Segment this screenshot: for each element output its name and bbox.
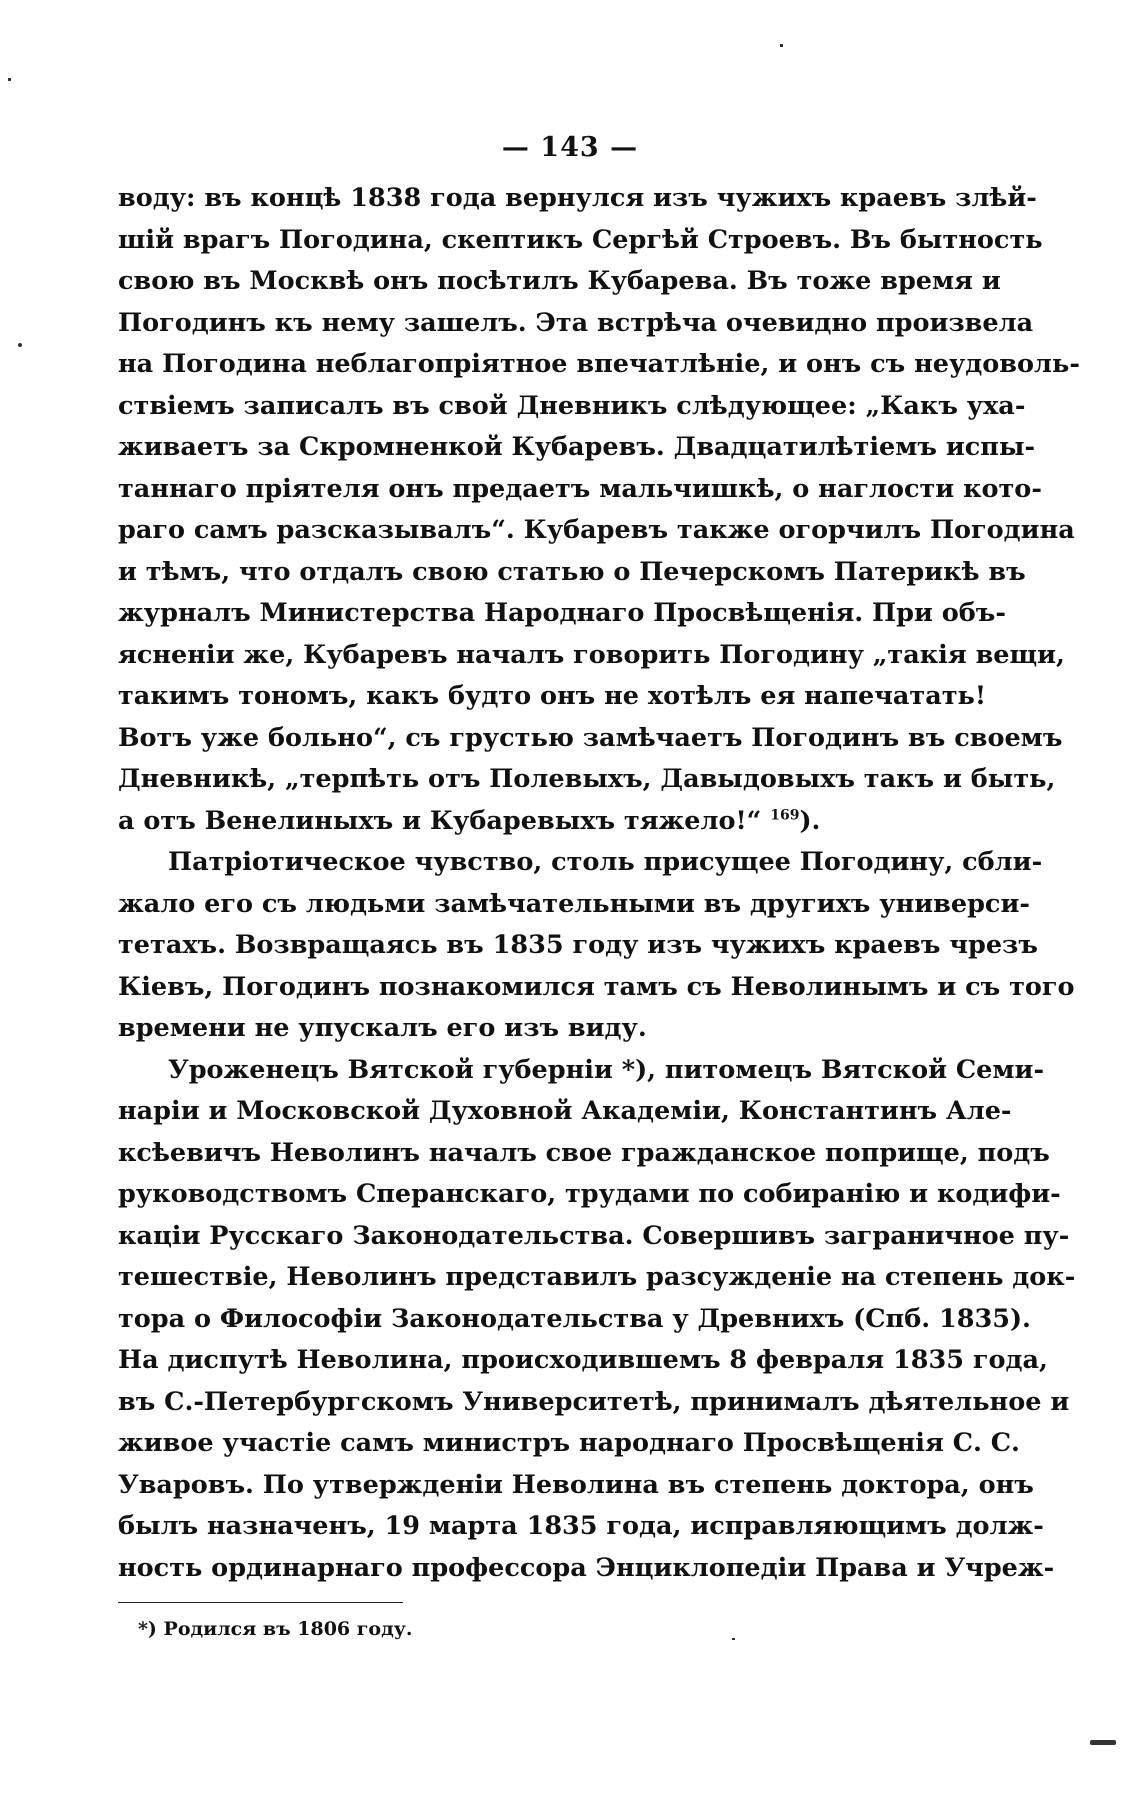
- text-line: Уваровъ. По утвержденіи Неволина въ степень доктора, онъ: [118, 1469, 1034, 1500]
- text-line: свою въ Москвѣ онъ посѣтилъ Кубарева. Въ тоже время и: [118, 266, 1001, 296]
- text-line: журналъ Министерства Народнаго Просвѣщенія. При объ-: [118, 598, 1006, 628]
- text-line: воду: въ концѣ 1838 года вернулся изъ чужихъ краевъ злѣй-: [118, 183, 1037, 213]
- text-line: въ С.-Петербургскомъ Университетѣ, принималъ дѣятельное и: [118, 1386, 1070, 1417]
- text-line: раго самъ разсказывалъ“. Кубаревъ также огорчилъ Погодина: [118, 515, 1075, 545]
- reference-number: 169: [770, 807, 800, 823]
- main-text: [118, 178, 1080, 1589]
- reference-close: ).: [799, 805, 821, 836]
- text-line: Погодинъ къ нему зашелъ. Эта встрѣча очевидно произвела: [118, 307, 1034, 338]
- text-line: тора о Философіи Законодательства у Древнихъ (Спб. 1835).: [118, 1303, 1031, 1334]
- text-line: Вотъ уже больно“, съ грустью замѣчаетъ Погодинъ въ своемъ: [118, 722, 1063, 753]
- text-line: Дневникѣ, „терпѣть отъ Полевыхъ, Давыдовыхъ такъ и быть,: [118, 764, 1056, 794]
- scan-speck: [780, 44, 783, 47]
- text-line: былъ назначенъ, 19 марта 1835 года, исправляющимъ долж-: [118, 1511, 1044, 1541]
- text-line: ксѣевичъ Неволинъ началъ свое гражданское поприще, подъ: [118, 1137, 1050, 1168]
- text-line: тетахъ. Возвращаясь въ 1835 году изъ чужихъ краевъ чрезъ: [118, 930, 1038, 960]
- text-line: такимъ тономъ, какъ будто онъ не хотѣлъ ея напечатать!: [118, 681, 987, 711]
- text-line: живое участіе самъ министръ народнаго Просвѣщенія С. С.: [118, 1428, 1020, 1458]
- text-line: наріи и Московской Духовной Академіи, Константинъ Але-: [118, 1096, 1012, 1126]
- text-line: ствіемъ записалъ въ свой Дневникъ слѣдующее: „Какъ уха-: [118, 390, 1026, 421]
- text-line: Кіевъ, Погодинъ познакомился тамъ съ Неволинымъ и съ того: [118, 971, 1075, 1002]
- scan-speck: [732, 1638, 735, 1640]
- footnote-divider: [118, 1602, 403, 1603]
- text-line: Патріотическое чувство, столь присущее Погодину, сбли-: [168, 847, 1043, 877]
- scan-speck: [18, 343, 22, 347]
- text-line: Уроженецъ Вятской губерніи *), питомецъ Вятской Семи-: [168, 1054, 1045, 1085]
- page-number: — 143 —: [501, 132, 639, 163]
- text-line-content: а отъ Венелиныхъ и Кубаревыхъ тяжело!“: [118, 805, 762, 836]
- text-line: На диспутѣ Неволина, происходившемъ 8 февраля 1835 года,: [118, 1345, 1048, 1375]
- text-line: шій врагъ Погодина, скептикъ Сергѣй Строевъ. Въ бытность: [118, 224, 1043, 255]
- text-line: живаетъ за Скромненкой Кубаревъ. Двадцатилѣтіемъ испы-: [118, 432, 1036, 462]
- scan-speck: [8, 78, 11, 81]
- scan-edge-mark: [1090, 1740, 1116, 1745]
- text-line: таннаго пріятеля онъ предаетъ мальчишкѣ, о наглости кото-: [118, 473, 1042, 504]
- text-line: каціи Русскаго Законодательства. Совершивъ заграничное пу-: [118, 1220, 1070, 1251]
- text-line: ность ординарнаго профессора Энциклопедіи Права и Учреж-: [118, 1552, 1055, 1583]
- text-line: на Погодина неблагопріятное впечатлѣніе, и онъ съ неудоволь-: [118, 349, 1080, 379]
- text-line: времени не упускалъ его изъ виду.: [118, 1013, 647, 1043]
- text-line: и тѣмъ, что отдалъ свою статью о Печерскомъ Патерикѣ въ: [118, 556, 1026, 587]
- text-line-last: [118, 801, 968, 843]
- footnote: *) Родился въ 1806 году.: [138, 1618, 413, 1640]
- text-line: руководствомъ Сперанскаго, трудами по собиранію и кодифи-: [118, 1179, 1061, 1209]
- text-line: тешествіе, Неволинъ представилъ разсужденіе на степень док-: [118, 1262, 1076, 1292]
- text-line: жало его съ людьми замѣчательными въ другихъ универси-: [118, 888, 1030, 919]
- text-line: ясненіи же, Кубаревъ началъ говорить Погодину „такія вещи,: [118, 639, 1065, 670]
